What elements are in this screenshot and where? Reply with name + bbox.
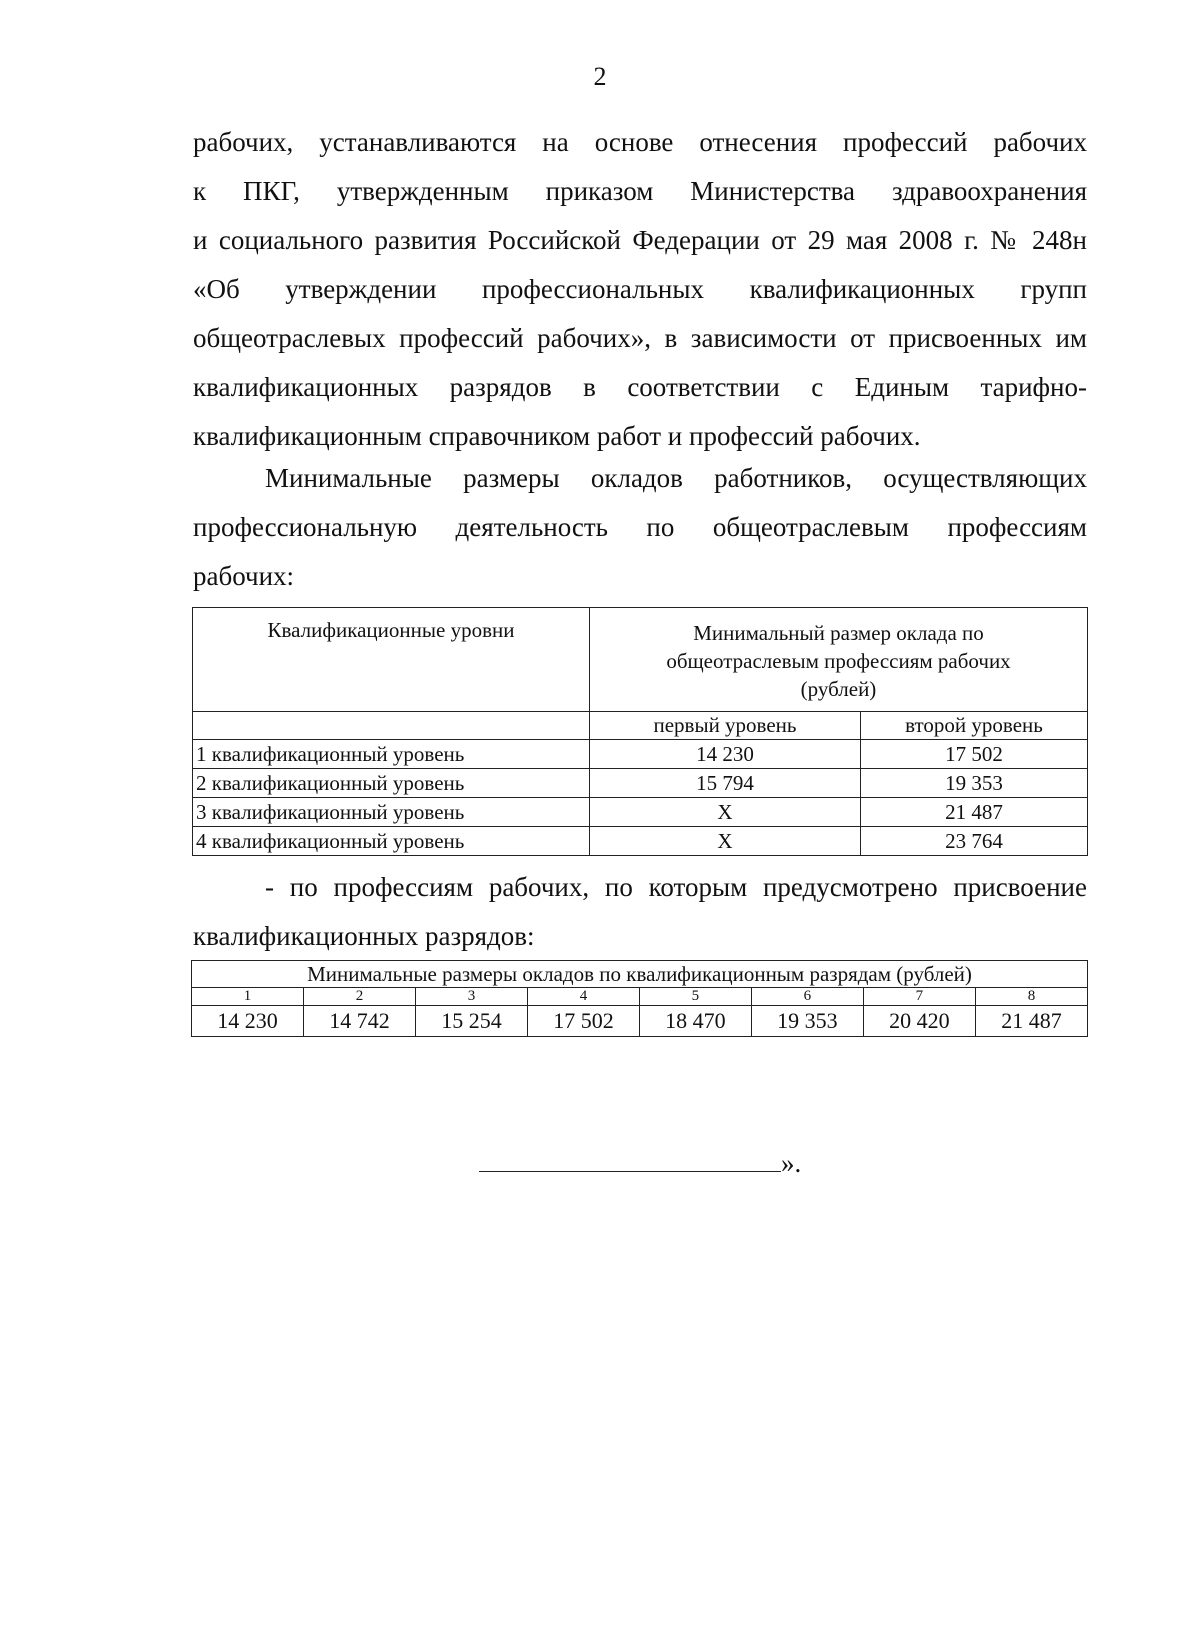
paragraph-line: квалификационным справочником работ и профессий рабочих.	[193, 421, 921, 451]
paragraph-line: квалификационных разрядов:	[193, 921, 535, 951]
qualification-levels-salary-table	[192, 607, 1088, 856]
first-level-salary: 14 230	[590, 740, 861, 769]
subheader-second-level: второй уровень	[861, 712, 1088, 740]
paragraph-line: квалификационных разрядов в соответствии с Единым тарифно-	[193, 372, 1087, 402]
grade-salary: 19 353	[751, 1006, 863, 1037]
qualification-grades-salary-table	[191, 960, 1088, 1037]
row-label: 3 квалификационный уровень	[193, 798, 590, 827]
paragraph-line: к ПКГ, утвержденным приказом Министерства здравоохранения	[193, 176, 1087, 206]
subheader-first-level: первый уровень	[590, 712, 861, 740]
page-number: 2	[593, 62, 607, 91]
grade-number: 5	[639, 988, 751, 1006]
second-level-salary: 19 353	[861, 769, 1088, 798]
subheader-empty-cell	[193, 712, 590, 740]
table-subheader-row	[193, 712, 1088, 740]
table-row	[193, 740, 1088, 769]
grade-number: 2	[303, 988, 415, 1006]
first-level-salary: Х	[590, 827, 861, 856]
header-minimum-salary	[590, 608, 1088, 712]
table-title: Минимальные размеры окладов по квалификационным разрядам (рублей)	[192, 961, 1088, 988]
table-row	[193, 827, 1088, 856]
paragraph-line: Минимальные размеры окладов работников, осуществляющих	[265, 463, 1087, 493]
paragraph-line: «Об утверждении профессиональных квалификационных групп	[193, 274, 1087, 304]
paragraph-qualification-grades	[193, 863, 1087, 961]
row-label: 4 квалификационный уровень	[193, 827, 590, 856]
row-label: 1 квалификационный уровень	[193, 740, 590, 769]
grade-number-row	[192, 988, 1088, 1006]
grade-number: 7	[863, 988, 975, 1006]
grade-amount-row	[192, 1006, 1088, 1037]
grade-salary: 17 502	[527, 1006, 639, 1037]
first-level-salary: Х	[590, 798, 861, 827]
paragraph-line: рабочих:	[193, 561, 295, 591]
grade-salary: 20 420	[863, 1006, 975, 1037]
grade-salary: 21 487	[975, 1006, 1087, 1037]
header-qualification-levels: Квалификационные уровни	[193, 608, 590, 712]
second-level-salary: 17 502	[861, 740, 1088, 769]
grade-salary: 14 230	[192, 1006, 304, 1037]
grade-salary: 14 742	[303, 1006, 415, 1037]
grade-number: 8	[975, 988, 1087, 1006]
closing-line	[479, 1148, 801, 1178]
second-level-salary: 21 487	[861, 798, 1088, 827]
grade-number: 4	[527, 988, 639, 1006]
grade-number: 6	[751, 988, 863, 1006]
paragraph-minimum-salaries	[193, 454, 1087, 601]
row-label: 2 квалификационный уровень	[193, 769, 590, 798]
table-row	[193, 798, 1088, 827]
paragraph-line: профессиональную деятельность по общеотраслевым профессиям	[193, 512, 1087, 542]
paragraph-line: - по профессиям рабочих, по которым предусмотрено присвоение	[265, 872, 1087, 902]
header-line: (рублей)	[800, 677, 877, 701]
header-line: общеотраслевым профессиям рабочих	[666, 649, 1011, 673]
paragraph-line: и социального развития Российской Федерации от 29 мая 2008 г. № 248н	[193, 225, 1087, 255]
grade-salary: 18 470	[639, 1006, 751, 1037]
paragraph-line: рабочих, устанавливаются на основе отнесения профессий рабочих	[193, 127, 1087, 157]
table-title-row	[192, 961, 1088, 988]
grade-number: 1	[192, 988, 304, 1006]
closing-quote-mark: ».	[781, 1148, 802, 1178]
table-row	[193, 769, 1088, 798]
first-level-salary: 15 794	[590, 769, 861, 798]
header-line: Минимальный размер оклада по	[693, 621, 984, 645]
table-header-row	[193, 608, 1088, 712]
closing-rule	[479, 1171, 781, 1172]
second-level-salary: 23 764	[861, 827, 1088, 856]
paragraph-pkg-assignment	[193, 118, 1087, 461]
paragraph-line: общеотраслевых профессий рабочих», в зависимости от присвоенных им	[193, 323, 1087, 353]
grade-number: 3	[415, 988, 527, 1006]
grade-salary: 15 254	[415, 1006, 527, 1037]
